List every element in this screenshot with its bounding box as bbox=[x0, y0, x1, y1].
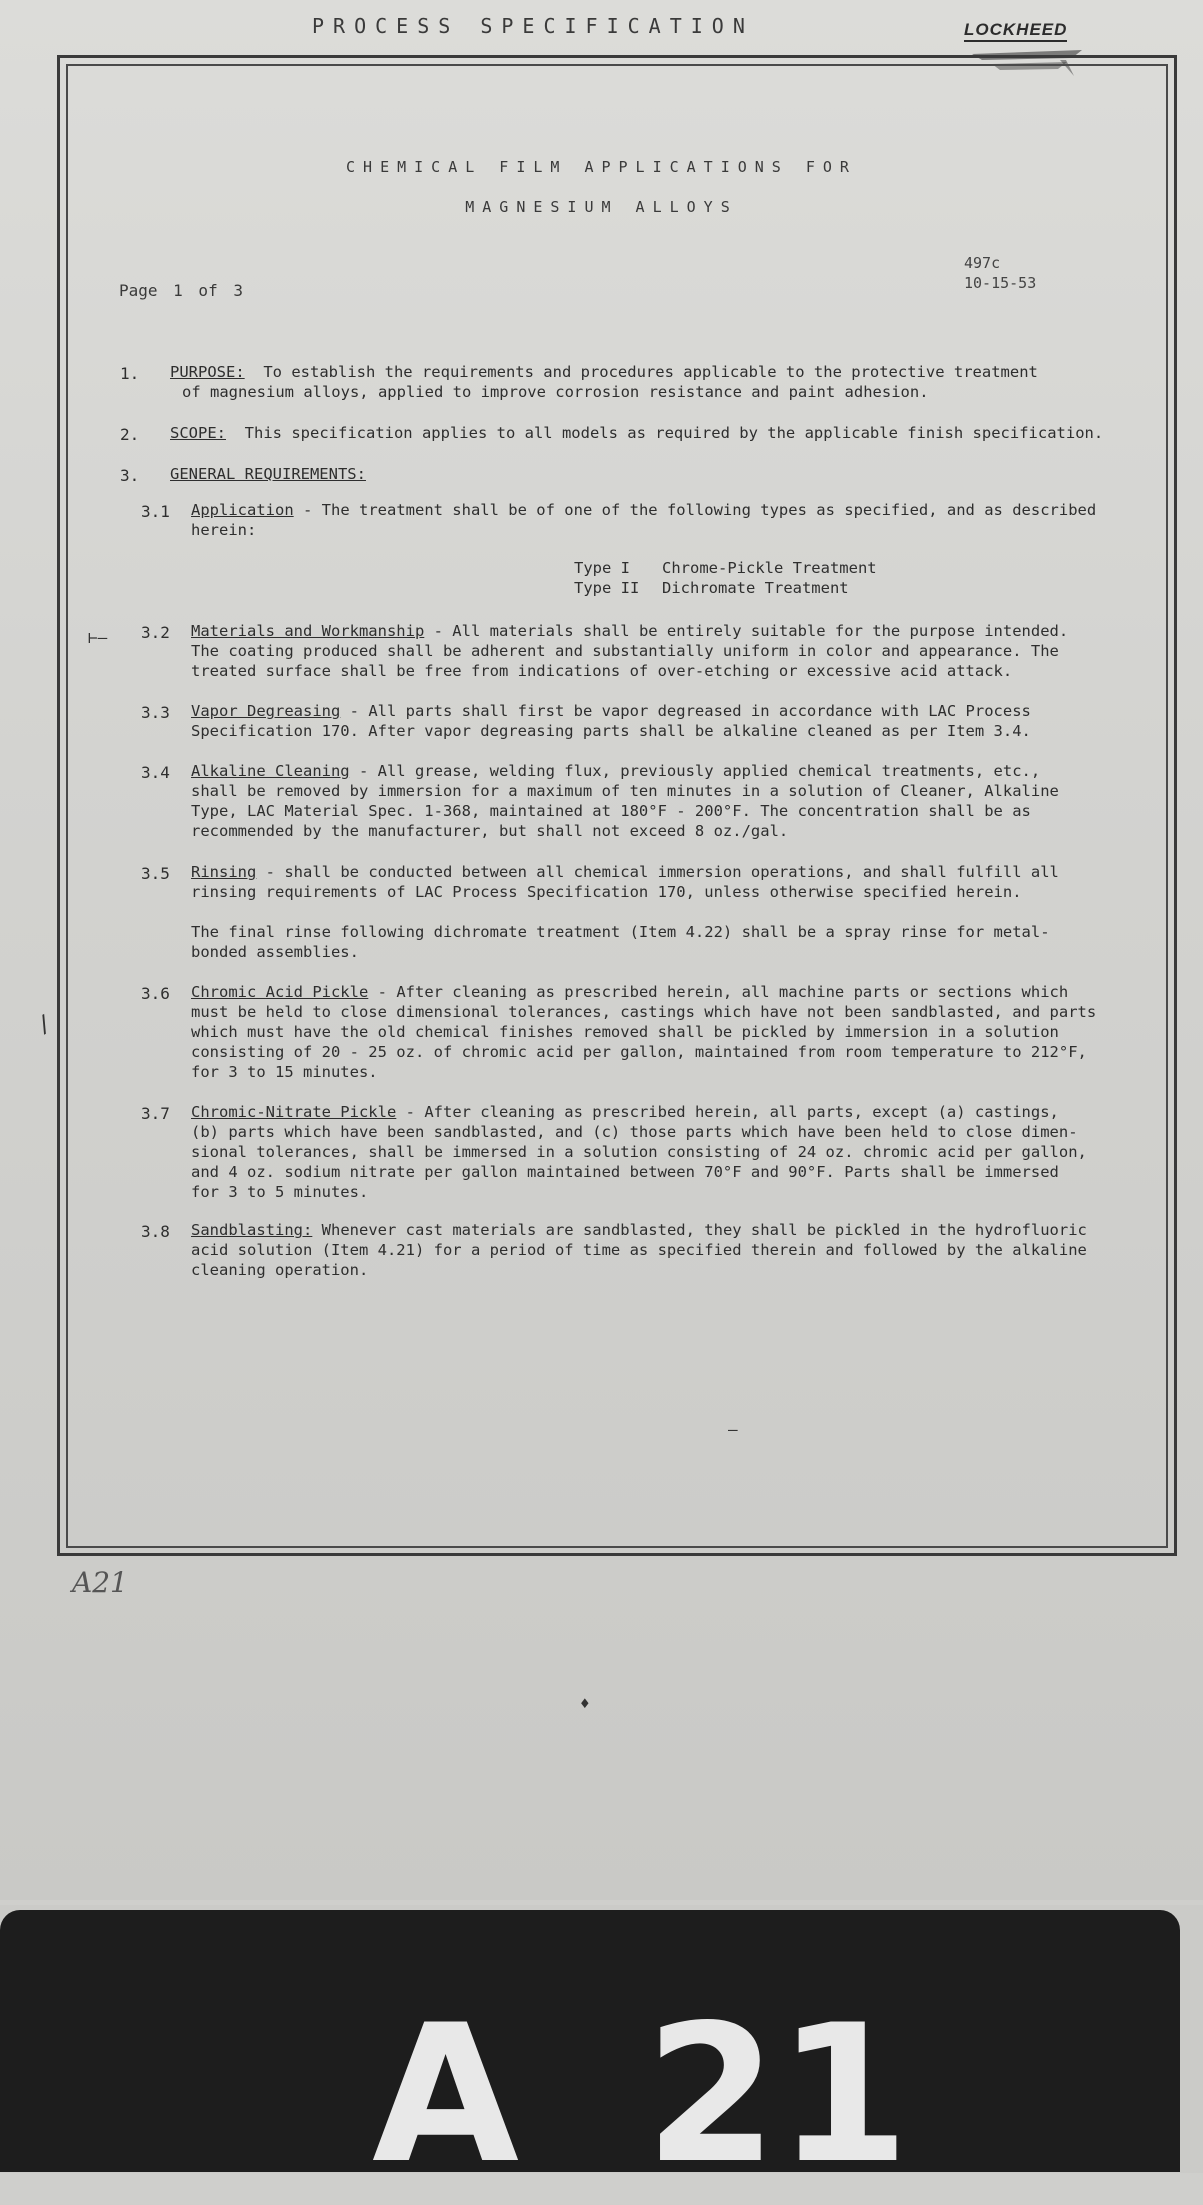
film-label-letter: A bbox=[372, 1984, 520, 2205]
section-text: The final rinse following dichromate treatment (Item 4.22) shall be a spray rinse for metal- bbox=[191, 923, 1050, 941]
section-heading: Sandblasting: bbox=[191, 1221, 313, 1239]
section-text: Specification 170. After vapor degreasing parts shall be alkaline cleaned as per Item 3.4. bbox=[191, 722, 1031, 740]
document-date: 10-15-53 bbox=[964, 274, 1037, 292]
section-text: treated surface shall be free from indications of over-etching or excessive acid attack. bbox=[191, 662, 1013, 680]
film-label-number: 21 bbox=[645, 1984, 910, 2205]
type-name: Dichromate Treatment bbox=[662, 579, 849, 597]
section-heading: Rinsing bbox=[191, 863, 257, 881]
handwritten-annotation: A21 bbox=[72, 1566, 128, 1599]
section-text: - After cleaning as prescribed herein, all parts, except (a) castings, bbox=[405, 1103, 1059, 1121]
section-text: shall be removed by immersion for a maximum of ten minutes in a solution of Cleaner, Alkaline bbox=[191, 782, 1059, 800]
section-number: 3.6 bbox=[141, 984, 170, 1003]
section-heading: Application bbox=[191, 501, 294, 519]
section-text: must be held to close dimensional tolerances, castings which have not been sandblasted, and parts bbox=[191, 1003, 1097, 1021]
section-number: 1. bbox=[120, 364, 140, 383]
type-code: Type II bbox=[574, 579, 640, 597]
section-text: bonded assemblies. bbox=[191, 943, 359, 961]
type-name: Chrome-Pickle Treatment bbox=[662, 559, 877, 577]
section-scope bbox=[170, 423, 1103, 443]
page-indicator: Page 1 of 3 bbox=[119, 281, 243, 300]
section-vapor-degreasing bbox=[191, 701, 1031, 741]
margin-pen-mark: / bbox=[32, 1010, 57, 1039]
type-code: Type I bbox=[574, 559, 630, 577]
section-text: acid solution (Item 4.21) for a period of time as specified therein and followed by the alkaline bbox=[191, 1241, 1087, 1259]
section-general-requirements bbox=[170, 464, 366, 484]
document-number-block bbox=[964, 253, 1036, 293]
section-text: The coating produced shall be adherent and substantially uniform in color and appearance. The bbox=[191, 642, 1059, 660]
section-heading: Vapor Degreasing bbox=[191, 702, 341, 720]
section-text: of magnesium alloys, applied to improve corrosion resistance and paint adhesion. bbox=[182, 383, 929, 401]
section-heading: PURPOSE: bbox=[170, 363, 245, 381]
document-title-line1: CHEMICAL FILM APPLICATIONS FOR bbox=[346, 158, 857, 176]
section-text: which must have the old chemical finishes removed shall be pickled by immersion in a solution bbox=[191, 1023, 1059, 1041]
section-number: 3.1 bbox=[141, 502, 170, 521]
margin-tick-mark: ⊢– bbox=[88, 628, 108, 647]
logo-text: LOCKHEED bbox=[964, 20, 1067, 42]
section-text: and 4 oz. sodium nitrate per gallon maintained between 70°F and 90°F. Parts shall be immersed bbox=[191, 1163, 1059, 1181]
section-number: 3.4 bbox=[141, 763, 170, 782]
film-label-bar bbox=[0, 1910, 1180, 2172]
type-row bbox=[574, 558, 877, 578]
section-text: for 3 to 15 minutes. bbox=[191, 1063, 378, 1081]
document-title-line2: MAGNESIUM ALLOYS bbox=[465, 198, 738, 216]
section-heading: Alkaline Cleaning bbox=[191, 762, 350, 780]
section-number: 2. bbox=[120, 425, 140, 444]
section-text: Type, LAC Material Spec. 1-368, maintained at 180°F - 200°F. The concentration shall be as bbox=[191, 802, 1031, 820]
section-text: To establish the requirements and procedures applicable to the protective treatment bbox=[263, 363, 1038, 381]
section-heading: SCOPE: bbox=[170, 424, 226, 442]
section-number: 3.3 bbox=[141, 703, 170, 722]
section-chromic-nitrate-pickle bbox=[191, 1102, 1087, 1202]
section-chromic-acid-pickle bbox=[191, 982, 1096, 1082]
section-purpose bbox=[170, 362, 1038, 402]
section-text: - All parts shall first be vapor degreased in accordance with LAC Process bbox=[349, 702, 1031, 720]
section-heading: Materials and Workmanship bbox=[191, 622, 425, 640]
section-text: for 3 to 5 minutes. bbox=[191, 1183, 369, 1201]
section-number: 3. bbox=[120, 466, 140, 485]
section-text: - All grease, welding flux, previously applied chemical treatments, etc., bbox=[358, 762, 1041, 780]
section-heading: Chromic Acid Pickle bbox=[191, 983, 369, 1001]
header-title: PROCESS SPECIFICATION bbox=[312, 14, 754, 38]
section-text: Whenever cast materials are sandblasted, they shall be pickled in the hydrofluoric bbox=[321, 1221, 1087, 1239]
section-rinsing bbox=[191, 862, 1059, 962]
section-alkaline-cleaning bbox=[191, 761, 1059, 841]
document-number: 497c bbox=[964, 254, 1001, 272]
section-materials bbox=[191, 621, 1068, 681]
section-text: herein: bbox=[191, 521, 257, 539]
section-text: - shall be conducted between all chemical immersion operations, and shall fulfill all bbox=[265, 863, 1059, 881]
section-number: 3.2 bbox=[141, 623, 170, 642]
section-text: cleaning operation. bbox=[191, 1261, 369, 1279]
stray-mark: – bbox=[728, 1420, 738, 1439]
treatment-type-list bbox=[574, 558, 877, 598]
section-text: sional tolerances, shall be immersed in a solution consisting of 24 oz. chromic acid per gallon, bbox=[191, 1143, 1087, 1161]
section-text: rinsing requirements of LAC Process Specification 170, unless otherwise specified herein. bbox=[191, 883, 1022, 901]
section-text: (b) parts which have been sandblasted, and (c) those parts which have been held to close dimen- bbox=[191, 1123, 1078, 1141]
section-number: 3.5 bbox=[141, 864, 170, 883]
section-number: 3.7 bbox=[141, 1104, 170, 1123]
section-heading: GENERAL REQUIREMENTS: bbox=[170, 465, 366, 483]
stray-mark: ♦ bbox=[580, 1694, 590, 1713]
section-number: 3.8 bbox=[141, 1222, 170, 1241]
type-row bbox=[574, 578, 877, 598]
section-text: This specification applies to all models as required by the applicable finish specification. bbox=[244, 424, 1104, 442]
section-sandblasting bbox=[191, 1220, 1087, 1280]
section-text: - After cleaning as prescribed herein, all machine parts or sections which bbox=[377, 983, 1069, 1001]
section-text: - All materials shall be entirely suitable for the purpose intended. bbox=[433, 622, 1069, 640]
section-text: - The treatment shall be of one of the following types as specified, and as described bbox=[303, 501, 1097, 519]
section-heading: Chromic-Nitrate Pickle bbox=[191, 1103, 397, 1121]
section-application bbox=[191, 500, 1096, 540]
section-text: recommended by the manufacturer, but shall not exceed 8 oz./gal. bbox=[191, 822, 789, 840]
section-text: consisting of 20 - 25 oz. of chromic acid per gallon, maintained from room temperature to 212°F, bbox=[191, 1043, 1087, 1061]
